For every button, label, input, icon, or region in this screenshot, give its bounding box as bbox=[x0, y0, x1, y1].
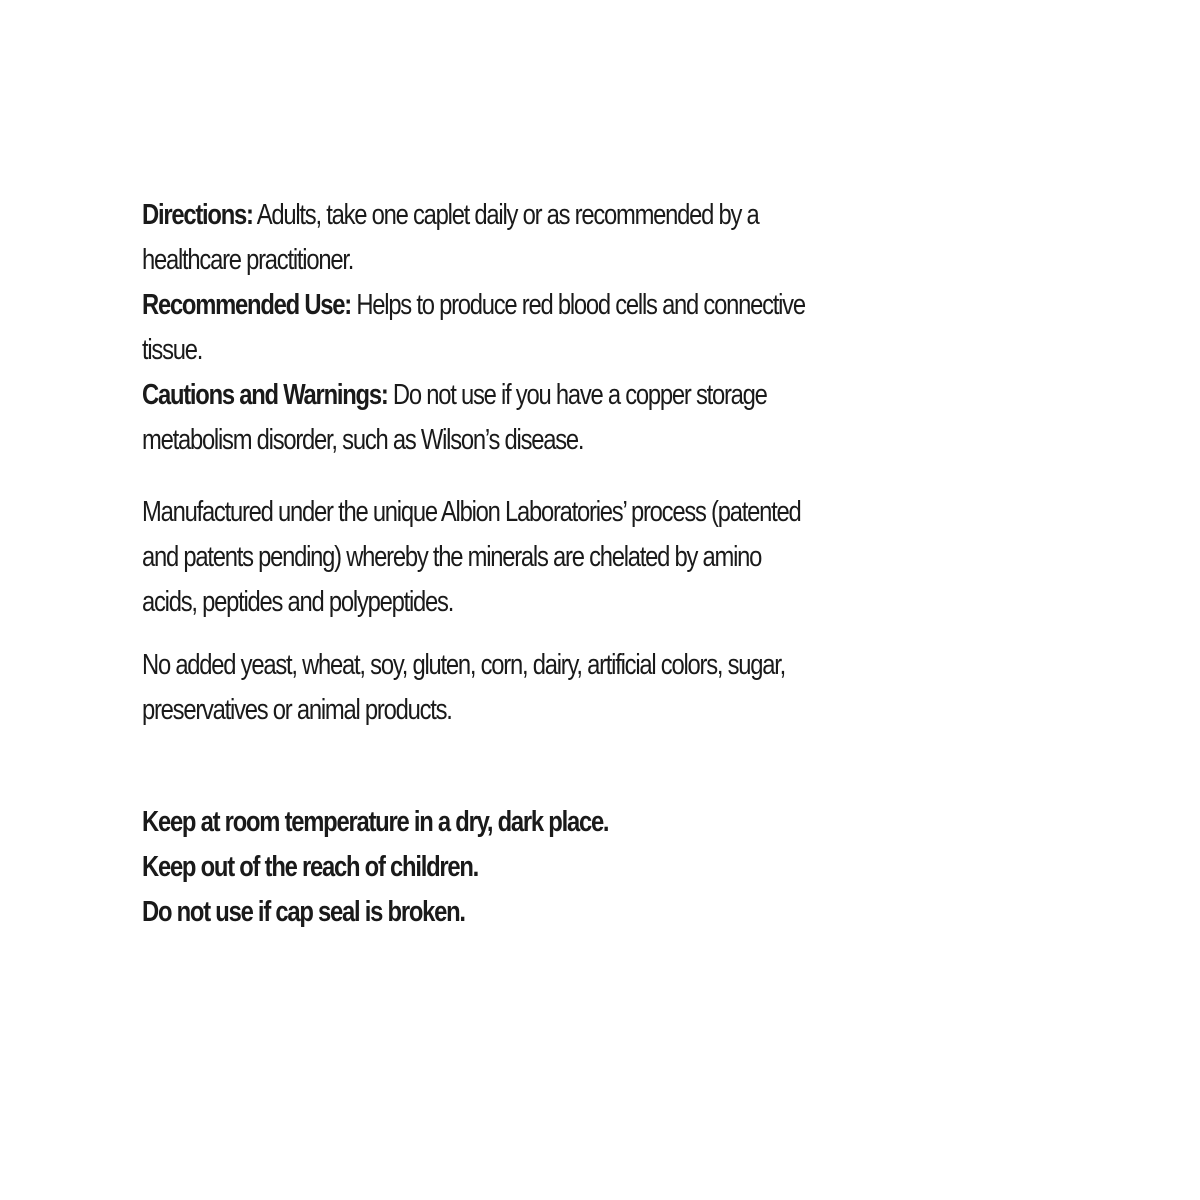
cautions-text-2: metabolism disorder, such as Wilson’s disease. bbox=[142, 424, 584, 456]
manufacturing-line-1: Manufactured under the unique Albion Laboratories’ process (patented bbox=[142, 496, 801, 528]
manufacturing-line-3: acids, peptides and polypeptides. bbox=[142, 586, 454, 618]
free-from-line-2: preservatives or animal products. bbox=[142, 694, 452, 726]
recommended-use-text-1: Helps to produce red blood cells and connective bbox=[350, 289, 805, 321]
free-from-line-1: No added yeast, wheat, soy, gluten, corn, dairy, artificial colors, sugar, bbox=[142, 649, 786, 681]
cautions-line-1 bbox=[142, 373, 823, 418]
directions-text-1: Adults, take one caplet daily or as recommended by a bbox=[252, 199, 759, 231]
storage-line-1: Keep at room temperature in a dry, dark place. bbox=[142, 806, 609, 838]
cautions-text-1: Do not use if you have a copper storage bbox=[387, 379, 767, 411]
storage-warnings bbox=[142, 800, 823, 935]
label-instructions-block bbox=[142, 193, 823, 463]
storage-line-3: Do not use if cap seal is broken. bbox=[142, 896, 465, 928]
directions-text-2: healthcare practitioner. bbox=[142, 244, 354, 276]
recommended-use-line-1 bbox=[142, 283, 823, 328]
directions-heading: Directions: bbox=[142, 199, 253, 231]
cautions-heading: Cautions and Warnings: bbox=[142, 379, 388, 411]
manufacturing-paragraph bbox=[142, 490, 823, 625]
recommended-use-heading: Recommended Use: bbox=[142, 289, 351, 321]
recommended-use-text-2: tissue. bbox=[142, 334, 203, 366]
storage-line-2: Keep out of the reach of children. bbox=[142, 851, 479, 883]
free-from-paragraph bbox=[142, 643, 823, 733]
directions-line-1 bbox=[142, 193, 823, 238]
manufacturing-line-2: and patents pending) whereby the minerals are chelated by amino bbox=[142, 541, 762, 573]
